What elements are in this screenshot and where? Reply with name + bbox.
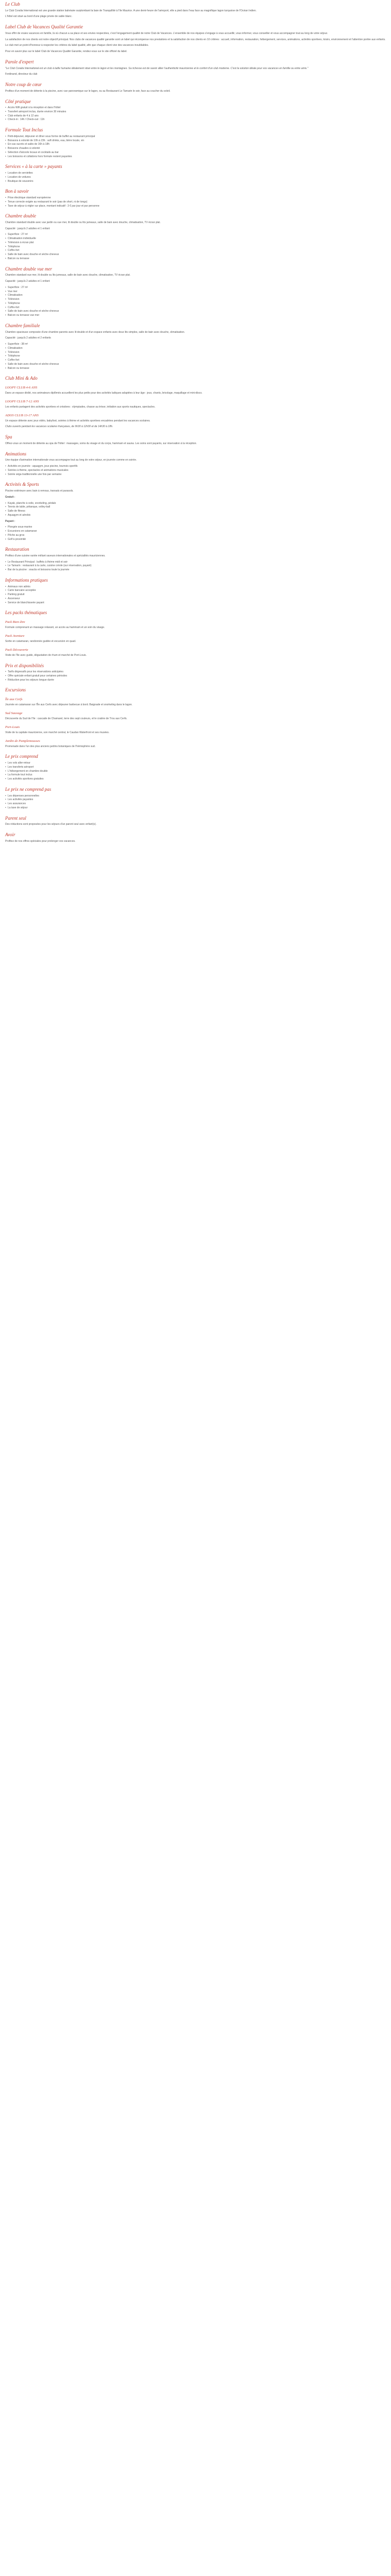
infos-list [5, 585, 386, 605]
club-mini-subheading: LOOPY CLUB 7-12 ANS [5, 399, 39, 403]
chambre-desc: Chambre spacieuse composée d'une chambre parents avec lit double et d'un espace enfants avec deux lits simples, salle de bain avec douche, climatisation. [5, 330, 185, 334]
list-item: • Salle de bain avec douche et sèche-cheveux [5, 363, 386, 367]
list-item: • Location de serviettes [5, 172, 386, 176]
excursions-section [5, 687, 386, 749]
club-mini-subheading: ADOS CLUB 13-17 ANS [5, 413, 39, 417]
services-list [5, 172, 386, 183]
list-item: • Le Tamarin : restaurant à la carte, cuisine créole (sur réservation, payant) [5, 564, 386, 568]
excursions-title: Excursions [5, 687, 26, 693]
chambre-desc: Chambre standard vue mer, lit double ou lits jumeaux, salle de bain avec douche, climatisation, TV écran plat. [5, 274, 131, 277]
expert-title: Parole d'expert [5, 59, 34, 64]
animation-list [5, 465, 386, 477]
pratique-list [5, 106, 386, 122]
list-item: • Superficie : 27 m² [5, 233, 386, 237]
list-item: • Vue mer [5, 290, 386, 294]
list-item: • Kayak, planche à voile, snorkeling, pédalo [5, 502, 386, 506]
activites-intro: Piscine extérieure avec bain à remous, transats et parasols. [5, 489, 74, 493]
list-item: • Ascenseur [5, 597, 386, 601]
list-item: • Parking gratuit [5, 593, 386, 597]
activites-free-list [5, 502, 386, 518]
list-item: • Les boissons et collations hors formule restent payantes [5, 155, 386, 159]
label-line: Pour en savoir plus sur le label Club de Vacances Qualité Garantie, rendez-vous sur le site officiel du label. [5, 50, 127, 54]
list-item: • Coffre-fort [5, 359, 386, 363]
list-item: • Superficie : 38 m² [5, 343, 386, 347]
parent-seul-text: Des réductions sont proposées pour les séjours d'un parent seul avec enfant(s). [5, 823, 96, 826]
list-item: • Boissons à volonté de 10h à 23h : soft drinks, eau, bière locale, vin [5, 139, 386, 143]
list-item: • La taxe de séjour [5, 806, 386, 810]
list-item: • Petit-déjeuner, déjeuner et dîner sous forme de buffet au restaurant principal [5, 135, 386, 139]
excursion-name: Île aux Cerfs [5, 698, 23, 702]
chambre-familiale-title: Chambre familiale [5, 323, 40, 328]
list-item: • Boutique de souvenirs [5, 180, 386, 184]
expert-signature: Ferdinand, directeur du club [5, 73, 38, 76]
chambre-desc: Chambre standard double avec vue jardin ou vue mer, lit double ou lits jumeaux, salle de bain avec douche, climatisation, TV écran plat. [5, 221, 161, 224]
avoir-section [5, 832, 386, 843]
chambre-double-title: Chambre double [5, 213, 36, 219]
list-item: • Aquagym et aérobic [5, 514, 386, 518]
expert-quote: "Le Club Coralia International est un club à taille humaine idéalement situé entre le lagon et les montagnes. Sa richesse est de savoir allier l'authenticité mauricienne et le confort d'un club moderne. C'est la solution idéale pour vos vacances en famille ou entre amis." [5, 66, 308, 70]
list-item: • Salle de bain avec douche et sèche-cheveux [5, 310, 386, 314]
pack-name: Pack Aventure [5, 634, 25, 638]
intro-title: Le Club [5, 2, 20, 7]
animation-intro: Une équipe d'animation internationale vous accompagne tout au long de votre séjour, en journée comme en soirée. [5, 459, 137, 462]
club-mini-subheading: LOOPY CLUB 4-6 ANS [5, 386, 38, 389]
intro-line: L'hôtel est situé au bord d'une plage privée de sable blanc. [5, 15, 73, 19]
chambre-capacity: Capacité : jusqu'à 2 adultes et 1 enfant [5, 227, 50, 230]
list-item: • Soirée séga traditionnelle une fois par semaine [5, 473, 386, 477]
list-item: • Téléphone [5, 245, 386, 249]
list-item: • Balcon ou terrasse [5, 367, 386, 371]
pack-title: Les packs thématiques [5, 610, 47, 616]
list-item: • Télévision [5, 351, 386, 355]
excursion-name: Jardin de Pamplemousses [5, 739, 40, 743]
pratique-title: Côté pratique [5, 98, 31, 104]
activites-paid-list [5, 526, 386, 541]
spa-title: Spa [5, 434, 12, 440]
formule-list [5, 135, 386, 159]
pack-name: Pack Bien-être [5, 620, 25, 624]
parent-seul-section [5, 816, 386, 827]
list-item: • Golf à proximité [5, 538, 386, 542]
list-item: • Le Restaurant Principal : buffets à thème midi et soir [5, 561, 386, 565]
spa-section [5, 434, 386, 446]
coup-line: Profitez d'un moment de détente à la piscine, avec vue panoramique sur le lagon, ou au Restaurant Le Tamarin le soir, face au coucher du soleil. [5, 89, 171, 93]
excursion-desc: Promenade dans l'un des plus anciens jardins botaniques de l'hémisphère sud. [5, 744, 96, 748]
list-item: • Soirées à thème, spectacles et animations musicales [5, 469, 386, 473]
list-item: • Transfert aéroport inclus, durée environ 30 minutes [5, 110, 386, 114]
services-section [5, 164, 386, 183]
club-mini-text: Les enfants partagent des activités sportives et créatives : olympiades, chasse au trésor, initiation aux sports nautiques, spectacles. [5, 405, 155, 409]
chambre-vue-mer-section [5, 266, 386, 318]
club-mini-note: Clubs ouverts pendant les vacances scolaires françaises, de 9h30 à 12h30 et de 14h30 à 18h. [5, 425, 113, 429]
pack-desc: Visite de l'île avec guide, dégustation de rhum et marché de Port-Louis. [5, 653, 87, 657]
list-item: • Salle de bain avec douche et sèche-cheveux [5, 253, 386, 257]
avoir-text: Profitez de nos offres spéciales pour prolonger vos vacances. [5, 839, 76, 843]
list-item: • Service de blanchisserie payant [5, 601, 386, 605]
list-item: • Excursions en catamaran [5, 530, 386, 534]
activites-paid-heading: Payant : [5, 519, 15, 523]
list-item: • Offre spéciale enfant gratuit pour certaines périodes [5, 674, 386, 679]
list-item: • L'hébergement en chambre double [5, 770, 386, 774]
animation-title: Animations [5, 451, 27, 456]
avoir-title: Avoir [5, 832, 15, 837]
prix-list [5, 670, 386, 682]
animation-section [5, 451, 386, 477]
list-item: • Téléphone [5, 302, 386, 306]
activites-title: Activités & Sports [5, 482, 39, 487]
list-item: • Boissons chaudes à volonté [5, 147, 386, 151]
prix-ne-comprend-list [5, 794, 386, 810]
club-mini-title: Club Mini & Ado [5, 376, 38, 381]
pack-desc: Sortie en catamaran, randonnée guidée et excursion en quad. [5, 639, 76, 643]
list-item: • Réduction pour les séjours longue durée [5, 679, 386, 683]
list-item: • Climatisation individuelle [5, 237, 386, 241]
pratique-section [5, 99, 386, 123]
list-item: • Tenue correcte exigée au restaurant le soir (pas de short, ni de tongs) [5, 200, 386, 205]
list-item: • Tennis de table, pétanque, volley-ball [5, 505, 386, 510]
club-mini-text: Dans un espace dédié, nos animateurs diplômés accueillent les plus petits pour des activités ludiques adaptées à leur âge : jeux, chants, bricolage, maquillage et mini-disco. [5, 392, 203, 395]
list-item: • Plongée sous-marine [5, 526, 386, 530]
label-section [5, 24, 386, 54]
list-item: • Balcon ou terrasse [5, 257, 386, 261]
intro-line: Le Club Coralia International est une grande station balnéaire surplombant la baie de Tranquillité à l'Ile Maurice. A une demi-heure de l'aéroport, elle a pied dans l'eau face au magnifique lagon turquoise de l'Océan Indien. [5, 9, 257, 12]
list-item: • Balcon ou terrasse vue mer [5, 314, 386, 318]
list-item: • Télévision à écran plat [5, 241, 386, 245]
pack-desc: Formule comprenant un massage relaxant, un accès au hammam et un soin du visage. [5, 626, 105, 630]
list-item: • Prise électrique standard européenne [5, 196, 386, 200]
list-item: • Carte bancaire acceptée [5, 589, 386, 593]
services-title: Services « à la carte » payants [5, 164, 62, 170]
list-item: • La formule tout inclus [5, 773, 386, 777]
excursion-desc: Visite de la capitale mauricienne, son marché central, le Caudan Waterfront et ses musées. [5, 731, 110, 734]
list-item: • Téléphone [5, 354, 386, 359]
chambre-double-list [5, 233, 386, 261]
prix-section [5, 663, 386, 683]
excursion-name: Port-Louis [5, 725, 20, 729]
list-item: • Coffre-fort [5, 249, 386, 253]
restauration-intro: Profitez d'une cuisine variée mêlant saveurs internationales et spécialités mauriciennes. [5, 554, 106, 557]
list-item: • Coffre-fort [5, 306, 386, 310]
chambre-familiale-section [5, 323, 386, 370]
excursion-name: Sud Sauvage [5, 711, 23, 715]
pack-section [5, 610, 386, 657]
chambre-familiale-list [5, 343, 386, 370]
club-mini-section [5, 376, 386, 429]
bon-savoir-section [5, 189, 386, 208]
label-line: Vous offrir de vraies vacances en famille, là où chacun a sa place et ses envies respectées, c'est l'engagement qualité de notre Club de Vacances. L'ensemble de nos équipes s'engage à vous accueillir, vous informer, vous conseiller et vous accompagner tout au long de votre séjour. [5, 31, 328, 35]
coup-section [5, 82, 386, 93]
infos-title: Informations pratiques [5, 577, 48, 583]
list-item: • Tarifs dégressifs pour les réservations anticipées [5, 670, 386, 674]
restauration-section [5, 547, 386, 572]
prix-ne-comprend-section [5, 787, 386, 810]
restauration-list [5, 561, 386, 572]
list-item: • Les activités sportives gratuites [5, 777, 386, 782]
label-line: Le club met un point d'honneur à respecter les critères du label qualité, afin que chaque client vive des vacances inoubliables. [5, 44, 149, 47]
list-item: • Animaux non admis [5, 585, 386, 589]
spa-text: Offrez-vous un moment de détente au spa de l'hôtel : massages, soins du visage et du corps, hammam et sauna. Les soins sont payants, sur réservation à la réception. [5, 442, 197, 445]
list-item: • Superficie : 27 m² [5, 286, 386, 290]
list-item: • Club enfants de 4 à 12 ans [5, 114, 386, 118]
list-item: • Télévision [5, 298, 386, 302]
list-item: • Bar de la piscine : snacks et boissons toute la journée [5, 568, 386, 572]
prix-ne-comprend-title: Le prix ne comprend pas [5, 786, 52, 792]
list-item: • Climatisation [5, 347, 386, 351]
club-mini-text: Un espace détente avec jeux vidéo, babyfoot, soirées à thème et activités sportives encadrées pendant les vacances scolaires. [5, 419, 151, 422]
bon-savoir-list [5, 196, 386, 208]
restauration-title: Restauration [5, 547, 29, 552]
list-item: • En-cas sucrés et salés de 16h à 18h [5, 143, 386, 147]
label-title: Label Club de Vacances Qualité Garantie [5, 24, 83, 30]
list-item: • Check-in : 14h / Check-out : 11h [5, 118, 386, 122]
list-item: • Climatisation [5, 294, 386, 298]
list-item: • Taxe de séjour à régler sur place, montant indicatif : 3 € par jour et par personne [5, 205, 386, 209]
label-line: La satisfaction de nos clients est notre objectif principal. Nos clubs de vacances qualité garantie sont un label qui récompense nos prestations et la satisfaction de nos clients en 10 critères : accueil, information, restauration, hébergement, services, animations, activités sportives, loisirs, environnement et l'attention portée aux enfants. [5, 38, 386, 41]
chambre-vue-mer-list [5, 286, 386, 318]
list-item: • Pêche au gros [5, 534, 386, 538]
infos-section [5, 578, 386, 605]
list-item: • Sélection d'alcools locaux et cocktails au bar [5, 151, 386, 155]
prix-comprend-list [5, 761, 386, 782]
chambre-capacity: Capacité : jusqu'à 2 adultes et 1 enfant [5, 280, 50, 283]
prix-comprend-section [5, 754, 386, 781]
excursion-desc: Journée en catamaran sur l'Île aux Cerfs avec déjeuner barbecue à bord. Baignade et snorkeling dans le lagon. [5, 703, 133, 707]
coup-title: Notre coup de cœur [5, 82, 42, 88]
activites-section [5, 482, 386, 541]
intro-section [5, 2, 386, 19]
excursion-desc: Découverte du Sud de l'île : cascade de Chamarel, terre des sept couleurs, et le cratère de Trou aux Cerfs. [5, 717, 127, 720]
list-item: • Les transferts aéroport [5, 766, 386, 770]
formule-section [5, 127, 386, 159]
parent-seul-title: Parent seul [5, 815, 26, 821]
list-item: • Location de voitures [5, 176, 386, 180]
chambre-capacity: Capacité : jusqu'à 2 adultes et 2 enfants [5, 336, 51, 340]
activites-free-heading: Gratuit : [5, 495, 15, 499]
list-item: • Salle de fitness [5, 510, 386, 514]
chambre-double-section [5, 213, 386, 261]
list-item: • Les dépenses personnelles [5, 794, 386, 799]
list-item: • Les vols aller-retour [5, 761, 386, 766]
page [5, 2, 386, 843]
list-item: • Accès Wifi gratuit à la réception et dans l'hôtel [5, 106, 386, 110]
list-item: • Les assurances [5, 802, 386, 806]
formule-title: Formule Tout Inclus [5, 127, 43, 133]
pack-name: Pack Découverte [5, 648, 28, 652]
expert-section [5, 59, 386, 77]
list-item: • Les activités payantes [5, 798, 386, 802]
chambre-vue-mer-title: Chambre double vue mer [5, 266, 52, 272]
list-item: • Activités en journée : aquagym, jeux piscine, tournois sportifs [5, 465, 386, 469]
bon-savoir-title: Bon à savoir [5, 189, 29, 194]
prix-comprend-title: Le prix comprend [5, 754, 38, 759]
prix-title: Prix et disponibilités [5, 663, 44, 668]
